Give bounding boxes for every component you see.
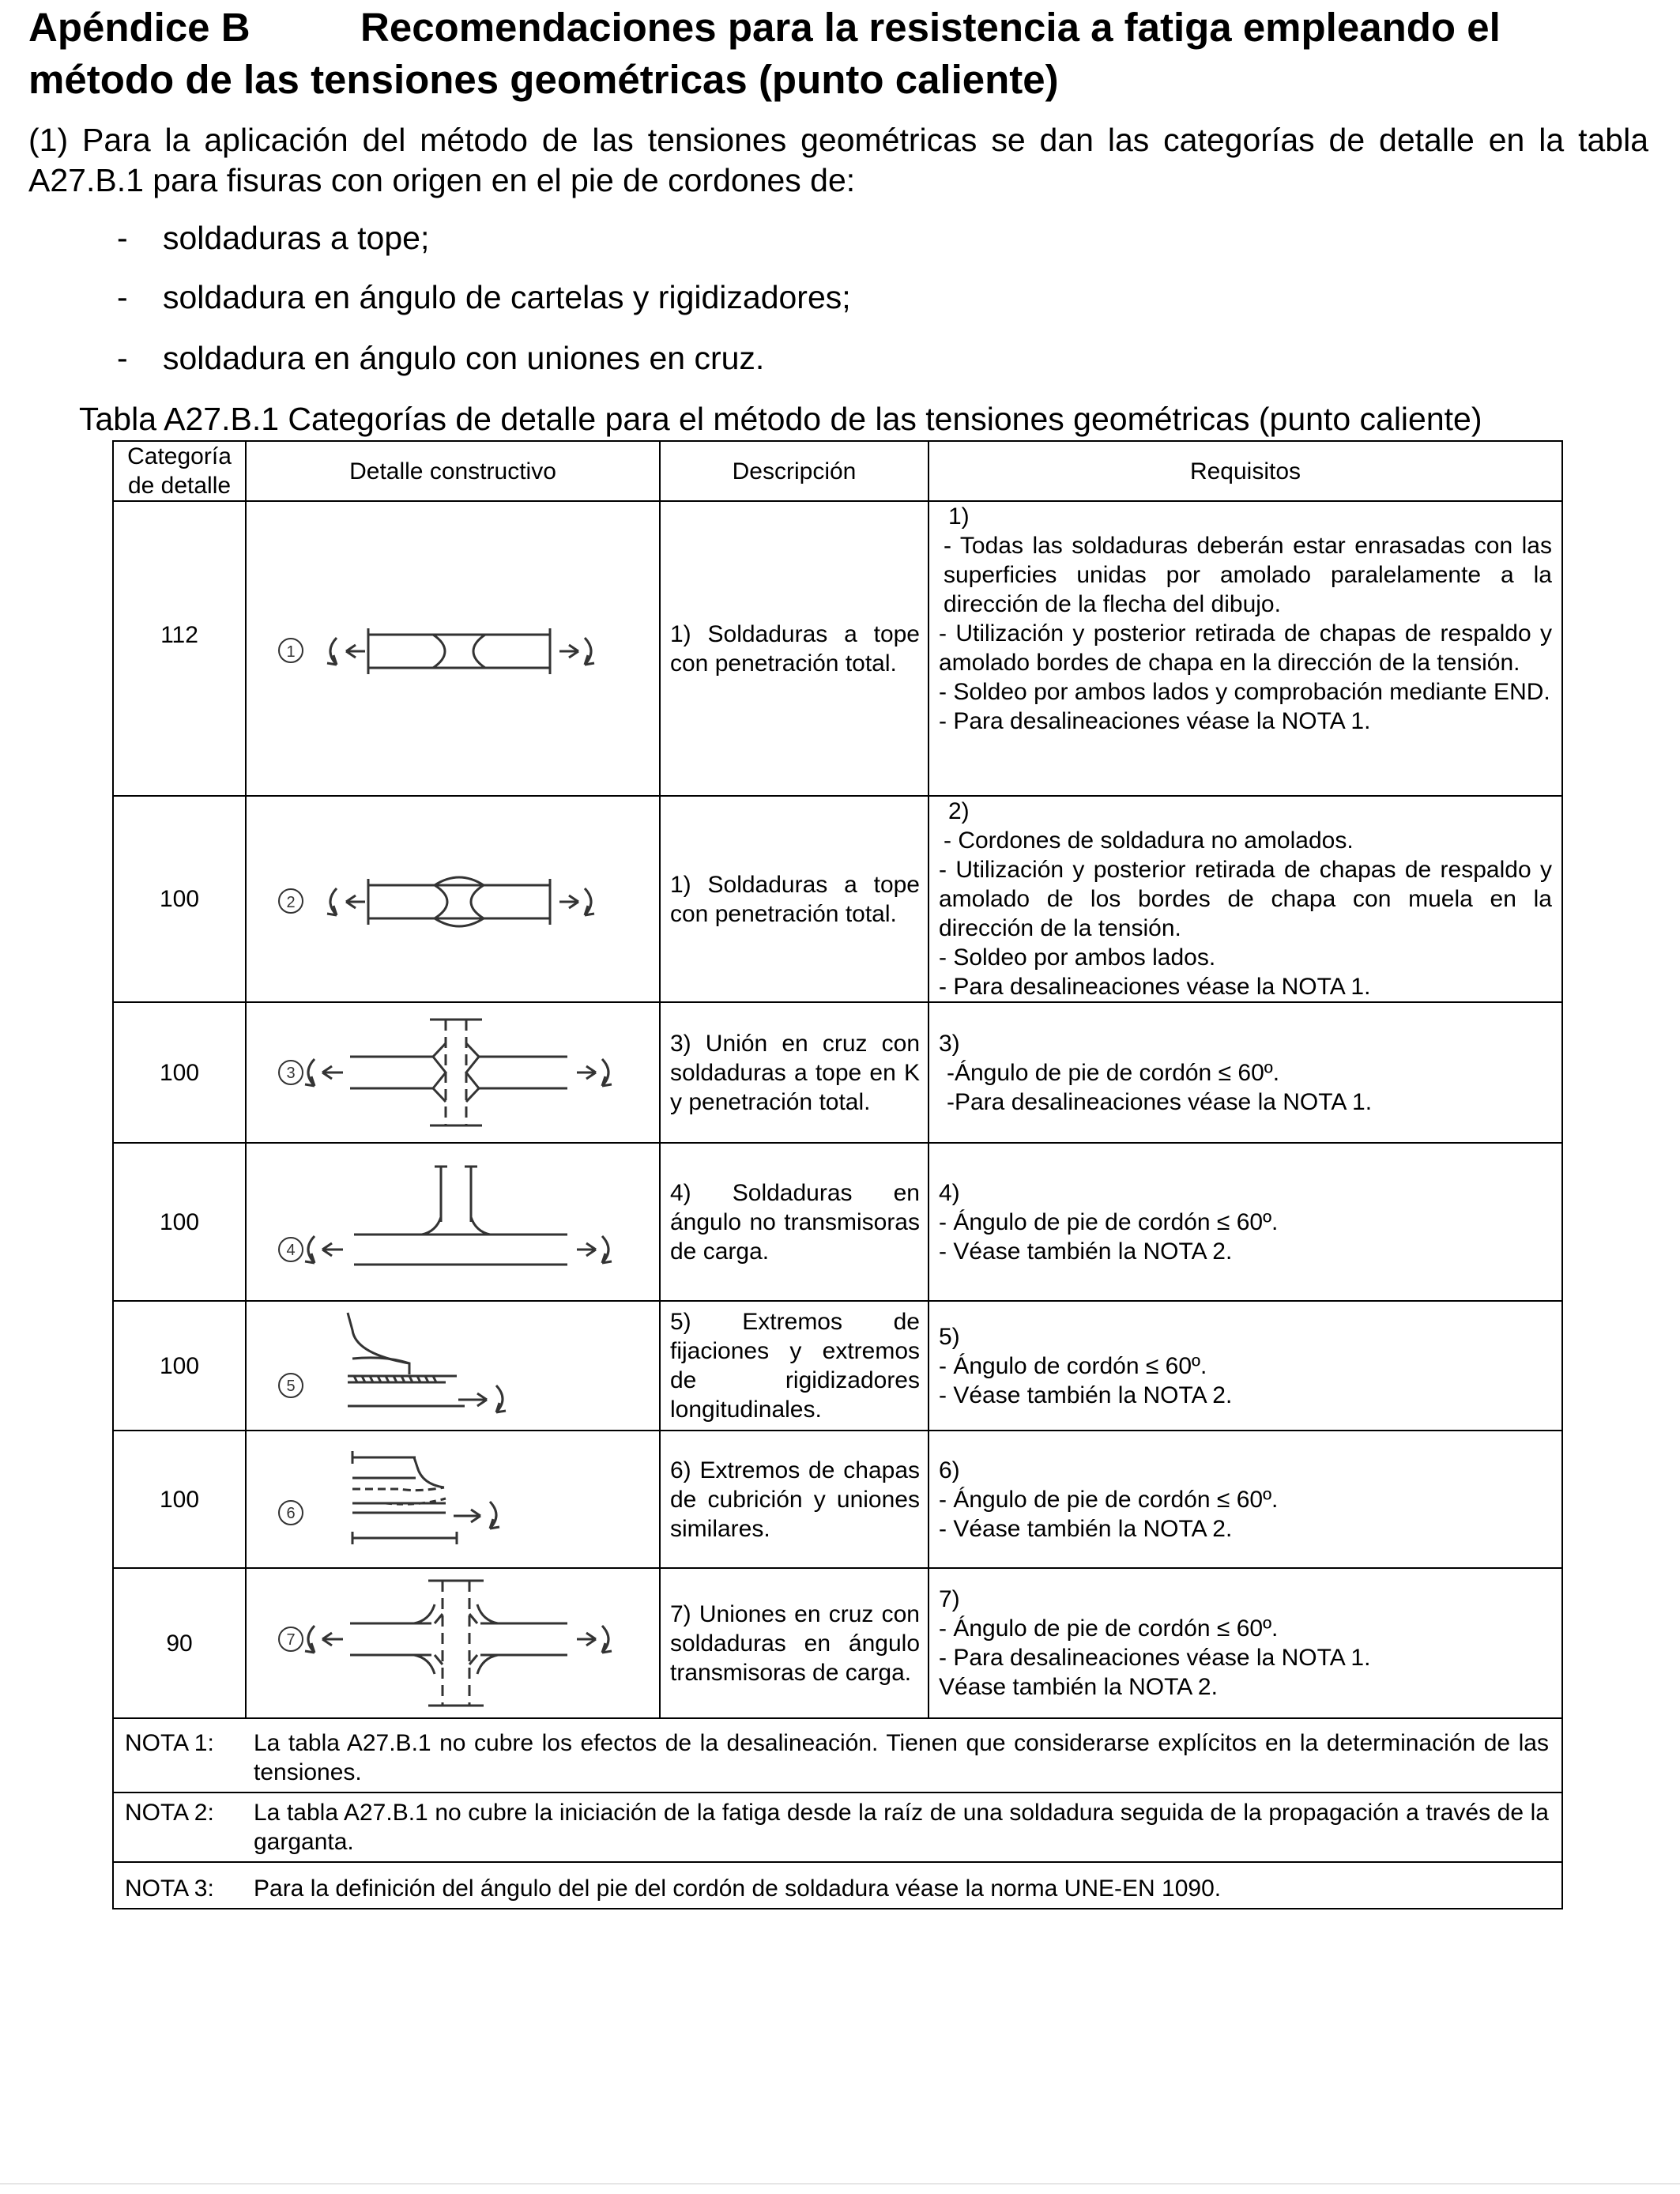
requirement-line: - Soldeo por ambos lados y comprobación mediante END. — [939, 679, 1550, 705]
bullet-item — [117, 277, 851, 317]
requirement-line: - Para desalineaciones véase la NOTA 1. — [939, 708, 1371, 734]
description-cell: 3) Unión en cruz con soldaduras a tope en K y penetración total. — [660, 1002, 929, 1143]
header-category: Categoría de detalle — [113, 441, 246, 501]
requirements-cell — [929, 1431, 1562, 1568]
note-row — [113, 1718, 1562, 1793]
requirement-line: - Véase también la NOTA 2. — [939, 1238, 1233, 1265]
bullet-dash: - — [117, 279, 128, 315]
detail-number: 5 — [286, 1378, 296, 1395]
category-cell: 90 — [113, 1568, 246, 1718]
detail-number: 4 — [286, 1242, 296, 1259]
header-description: Descripción — [660, 441, 929, 501]
category-cell: 100 — [113, 1431, 246, 1568]
description-cell: 4) Soldaduras en ángulo no transmisoras de carga. — [660, 1143, 929, 1301]
bullet-text: soldaduras a tope; — [163, 220, 430, 256]
requirements-cell — [929, 1002, 1562, 1143]
requirements-cell — [929, 501, 1562, 796]
note-text: La tabla A27.B.1 no cubre la iniciación de la fatiga desde la raíz de una soldadura seguida de la propagación a través de la garganta. — [246, 1793, 1562, 1862]
requirement-line: 6) — [939, 1457, 960, 1483]
requirement-line: - Ángulo de pie de cordón ≤ 60º. — [939, 1208, 1279, 1235]
requirements-cell — [929, 796, 1562, 1002]
requirement-line: 1) — [948, 503, 970, 530]
bullet-text: soldadura en ángulo con uniones en cruz. — [163, 340, 765, 376]
table-caption: Tabla A27.B.1 Categorías de detalle para el método de las tensiones geométricas (punto caliente) — [79, 401, 1482, 437]
fillet-attachment-drawing — [267, 1159, 638, 1285]
requirements-cell — [929, 1143, 1562, 1301]
requirement-line: - Véase también la NOTA 2. — [939, 1515, 1233, 1542]
requirement-line: - Véase también la NOTA 2. — [939, 1382, 1233, 1408]
longitudinal-stiffener-end-drawing — [267, 1306, 638, 1425]
description-cell: 7) Uniones en cruz con soldaduras en ángulo transmisoras de carga. — [660, 1568, 929, 1718]
requirements-cell — [929, 1301, 1562, 1431]
requirement-line: Véase también la NOTA 2. — [939, 1674, 1218, 1700]
requirement-line: 3) — [939, 1030, 960, 1057]
note-label: NOTA 3: — [113, 1862, 246, 1909]
requirement-line: - Para desalineaciones véase la NOTA 1. — [939, 974, 1371, 1000]
table-header-row — [113, 441, 1562, 501]
description-cell: 1) Soldaduras a tope con penetración total. — [660, 796, 929, 1002]
detail-number: 2 — [286, 893, 296, 911]
appendix-label: Apéndice B — [28, 5, 250, 50]
requirement-line: - Utilización y posterior retirada de chapas de respaldo y amolado de los bordes de chapa con muela en la dirección de la tensión. — [939, 857, 1552, 941]
bullet-dash: - — [117, 220, 128, 256]
requirement-line: - Soldeo por ambos lados. — [939, 944, 1216, 971]
detail-drawing-cell — [246, 1301, 660, 1431]
detail-drawing-cell — [246, 796, 660, 1002]
requirement-line: 5) — [939, 1323, 960, 1350]
description-cell: 5) Extremos de fijaciones y extremos de rigidizadores longitudinales. — [660, 1301, 929, 1431]
category-cell: 100 — [113, 796, 246, 1002]
requirement-line: - Ángulo de cordón ≤ 60º. — [939, 1352, 1207, 1379]
detail-drawing-cell — [246, 501, 660, 796]
bullet-text: soldadura en ángulo de cartelas y rigidizadores; — [163, 279, 851, 315]
description-cell: 6) Extremos de chapas de cubrición y uniones similares. — [660, 1431, 929, 1568]
category-cell: 112 — [113, 501, 246, 796]
table-row — [113, 1431, 1562, 1568]
cruciform-k-butt-drawing — [267, 1013, 638, 1132]
cruciform-fillet-drawing — [267, 1576, 638, 1710]
note-label: NOTA 1: — [113, 1718, 246, 1793]
header-requirements: Requisitos — [929, 441, 1562, 501]
page-bottom-rule — [0, 2183, 1680, 2185]
note-row — [113, 1862, 1562, 1909]
bullet-dash: - — [117, 340, 128, 376]
bullet-item — [117, 218, 429, 258]
requirement-line: - Para desalineaciones véase la NOTA 1. — [939, 1645, 1371, 1671]
detail-drawing-cell — [246, 1143, 660, 1301]
table-row — [113, 1301, 1562, 1431]
requirement-line: - Ángulo de pie de cordón ≤ 60º. — [939, 1486, 1279, 1513]
requirement-line: 7) — [939, 1586, 960, 1612]
bullet-item — [117, 338, 764, 378]
detail-number: 1 — [286, 643, 296, 661]
detail-number: 7 — [286, 1631, 296, 1649]
butt-weld-unground-drawing — [267, 852, 638, 947]
intro-paragraph: (1) Para la aplicación del método de las tensiones geométricas se dan las categorías de detalle en la tabla A27.B.1 para fisuras con origen en el pie de cordones de: — [28, 122, 1648, 198]
requirement-line: - Utilización y posterior retirada de chapas de respaldo y amolado bordes de chapa en la dirección de la tensión. — [939, 620, 1552, 676]
category-cell: 100 — [113, 1143, 246, 1301]
requirement-line: - Todas las soldaduras deberán estar enrasadas con las superficies unidas por amolado paralelamente a la dirección de la flecha del dibujo. — [944, 533, 1552, 617]
butt-weld-ground-drawing — [267, 601, 638, 696]
category-cell: 100 — [113, 1002, 246, 1143]
appendix-title-text: Recomendaciones para la resistencia a fatiga empleando el método de las tensiones geométricas (punto caliente) — [28, 5, 1501, 102]
note-text: La tabla A27.B.1 no cubre los efectos de la desalineación. Tienen que considerarse explícitos en la determinación de las tensiones. — [246, 1718, 1562, 1793]
table-row — [113, 501, 1562, 796]
detail-drawing-cell — [246, 1002, 660, 1143]
header-detail: Detalle constructivo — [246, 441, 660, 501]
table-row — [113, 1568, 1562, 1718]
category-cell: 100 — [113, 1301, 246, 1431]
detail-drawing-cell — [246, 1568, 660, 1718]
note-row — [113, 1793, 1562, 1862]
detail-number: 3 — [286, 1065, 296, 1082]
table-row — [113, 1143, 1562, 1301]
table-row — [113, 1002, 1562, 1143]
table-row — [113, 796, 1562, 1002]
description-cell: 1) Soldaduras a tope con penetración total. — [660, 501, 929, 796]
appendix-title — [28, 2, 1648, 106]
requirement-line: 2) — [948, 798, 970, 824]
detail-categories-table — [112, 440, 1563, 1909]
requirement-line: - Cordones de soldadura no amolados. — [944, 827, 1354, 854]
requirements-cell — [929, 1568, 1562, 1718]
requirement-line: -Ángulo de pie de cordón ≤ 60º. — [947, 1059, 1280, 1086]
detail-drawing-cell — [246, 1431, 660, 1568]
cover-plate-end-drawing — [267, 1440, 638, 1559]
note-text: Para la definición del ángulo del pie del cordón de soldadura véase la norma UNE-EN 1090. — [246, 1862, 1562, 1909]
note-label: NOTA 2: — [113, 1793, 246, 1862]
requirement-line: - Ángulo de pie de cordón ≤ 60º. — [939, 1615, 1279, 1642]
detail-number: 6 — [286, 1505, 296, 1522]
requirement-line: 4) — [939, 1179, 960, 1206]
requirement-line: -Para desalineaciones véase la NOTA 1. — [947, 1088, 1373, 1115]
